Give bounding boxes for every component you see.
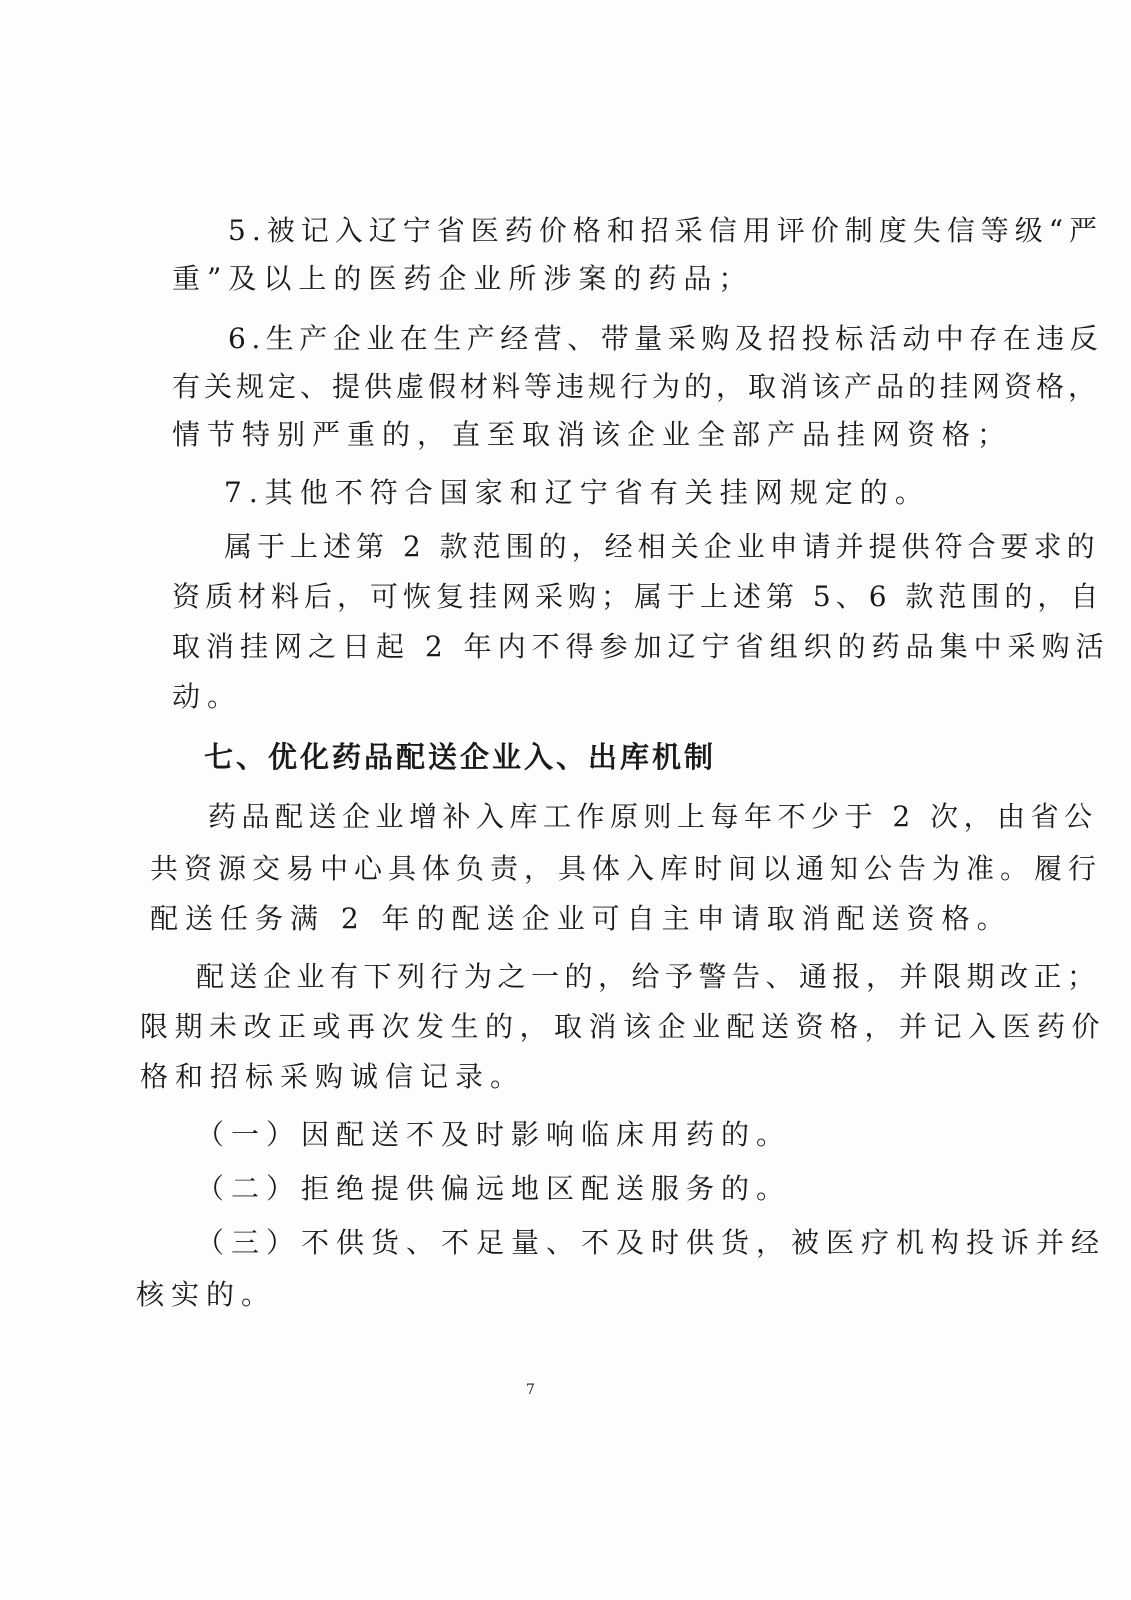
paragraph-line: 药品配送企业增补入库工作原则上每年不少于 2 次，由省公: [208, 800, 1098, 833]
list-item: （二）拒绝提供偏远地区配送服务的。: [196, 1172, 792, 1205]
section-heading: 七、优化药品配送企业入、出库机制: [204, 740, 717, 774]
paragraph-line: 动。: [172, 680, 243, 713]
paragraph-line: 情节特别严重的，直至取消该企业全部产品挂网资格；: [172, 418, 1013, 451]
list-item: （一）因配送不及时影响临床用药的。: [196, 1118, 792, 1151]
paragraph-line: 配送企业有下列行为之一的，给予警告、通报，并限期改正；: [196, 960, 1101, 993]
paragraph-line: 有关规定、提供虚假材料等违规行为的，取消该产品的挂网资格，: [172, 370, 1101, 403]
paragraph-line: 重”及以上的医药企业所涉案的药品；: [172, 262, 754, 295]
paragraph-line: 7.其他不符合国家和辽宁省有关挂网规定的。: [224, 476, 930, 509]
paragraph-line: 限期未改正或再次发生的，取消该企业配送资格，并记入医药价: [140, 1010, 1107, 1043]
paragraph-line: 格和招标采购诚信记录。: [140, 1060, 526, 1093]
paragraph-line: 属于上述第 2 款范围的，经相关企业申请并提供符合要求的: [224, 530, 1100, 563]
paragraph-line: 5.被记入辽宁省医药价格和招采信用评价制度失信等级“严: [228, 214, 1104, 247]
paragraph-line: 6.生产企业在生产经营、带量采购及招投标活动中存在违反: [228, 322, 1104, 355]
paragraph-line: 共资源交易中心具体负责，具体入库时间以通知公告为准。履行: [150, 852, 1103, 885]
list-item: （三）不供货、不足量、不及时供货，被医疗机构投诉并经: [196, 1226, 1107, 1259]
page-number: 7: [526, 1382, 535, 1398]
list-item-continuation: 核实的。: [136, 1278, 277, 1311]
paragraph-line: 配送任务满 2 年的配送企业可自主申请取消配送资格。: [150, 902, 1012, 935]
paragraph-line: 取消挂网之日起 2 年内不得参加辽宁省组织的药品集中采购活: [172, 630, 1110, 663]
paragraph-line: 资质材料后，可恢复挂网采购；属于上述第 5、6 款范围的，自: [172, 580, 1104, 613]
